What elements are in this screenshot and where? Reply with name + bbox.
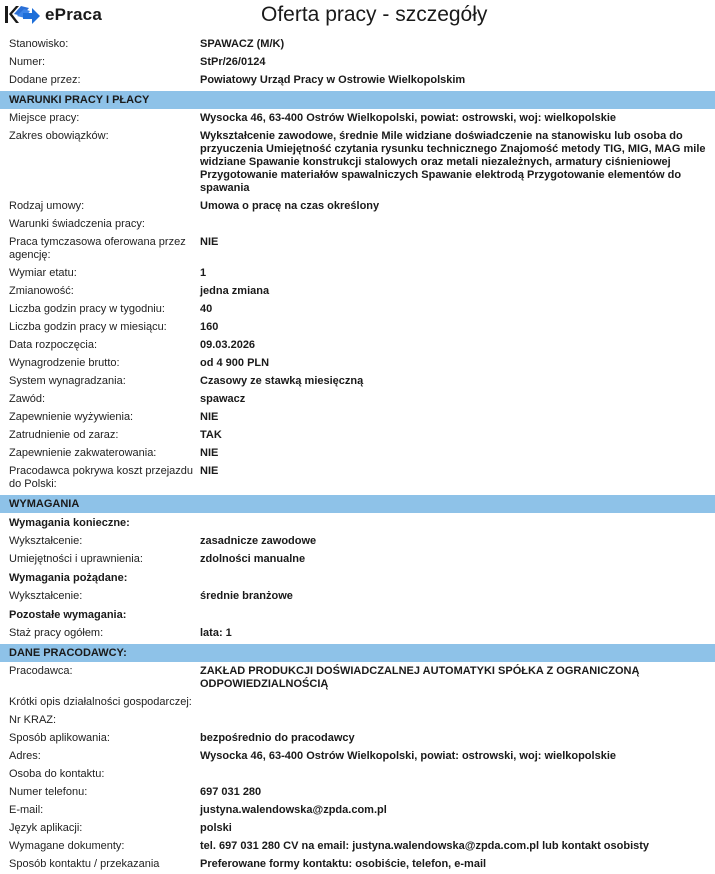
label: Warunki świadczenia pracy:: [9, 218, 145, 230]
value: tel. 697 031 280 CV na email: justyna.walendowska@zpda.com.pl lub kontakt osobisty: [200, 840, 650, 852]
value: 160: [200, 321, 219, 333]
label: Zakres obowiązków:: [9, 130, 109, 142]
label: Zawód:: [9, 393, 46, 405]
detail-row: [0, 198, 715, 216]
value: Umowa o pracę na czas określony: [200, 200, 380, 212]
label: Wymiar etatu:: [9, 267, 77, 279]
value: [200, 218, 715, 231]
value: NIE: [200, 465, 219, 477]
detail-row: [0, 820, 715, 838]
label: Stanowisko:: [9, 38, 69, 50]
label: Wykształcenie:: [9, 590, 83, 602]
page-header: [0, 0, 715, 34]
warunki-list: [0, 110, 715, 494]
value: polski: [200, 822, 232, 834]
value: NIE: [200, 236, 219, 248]
row-numer: [0, 54, 715, 72]
label: Wykształcenie:: [9, 535, 83, 547]
value: 09.03.2026: [200, 339, 256, 351]
value: Wysocka 46, 63-400 Ostrów Wielkopolski, powiat: ostrowski, woj: wielkopolskie: [200, 750, 616, 762]
detail-row: [0, 216, 715, 234]
detail-row: [0, 712, 715, 730]
label: Zapewnienie wyżywienia:: [9, 411, 134, 423]
section-header-warunki: WARUNKI PRACY I PŁACY: [0, 91, 715, 109]
label: Numer telefonu:: [9, 786, 88, 798]
value: StPr/26/0124: [200, 56, 266, 68]
label: Język aplikacji:: [9, 822, 83, 834]
detail-row: [0, 265, 715, 283]
detail-row: [0, 663, 715, 694]
detail-row: [0, 427, 715, 445]
detail-row: [0, 409, 715, 427]
label: Pracodawca pokrywa koszt przejazdu do Polski:: [9, 465, 194, 490]
konieczne-list: [0, 533, 715, 569]
detail-row: [0, 110, 715, 128]
subheading-pozadane: Wymagania pożądane:: [9, 572, 128, 584]
detail-row: [0, 533, 715, 551]
value: justyna.walendowska@zpda.com.pl: [200, 804, 387, 816]
value: [200, 768, 715, 781]
value: bezpośrednio do pracodawcy: [200, 732, 355, 744]
label: Umiejętności i uprawnienia:: [9, 553, 143, 565]
label: E-mail:: [9, 804, 44, 816]
value: zasadnicze zawodowe: [200, 535, 317, 547]
value: lata: 1: [200, 627, 232, 639]
value: NIE: [200, 447, 219, 459]
detail-row: [0, 766, 715, 784]
value: SPAWACZ (M/K): [200, 38, 285, 50]
label: Miejsce pracy:: [9, 112, 80, 124]
label: Pracodawca:: [9, 665, 73, 677]
detail-row: [0, 551, 715, 569]
epraca-logo[interactable]: [3, 4, 102, 26]
label: Dodane przez:: [9, 74, 81, 86]
detail-row: [0, 283, 715, 301]
value: Preferowane formy kontaktu: osobiście, telefon, e-mail: [200, 858, 487, 870]
detail-row: [0, 373, 715, 391]
subheading-konieczne: Wymagania konieczne:: [9, 517, 130, 529]
label: Adres:: [9, 750, 41, 762]
label: Liczba godzin pracy w tygodniu:: [9, 303, 165, 315]
detail-row: [0, 301, 715, 319]
value: od 4 900 PLN: [200, 357, 270, 369]
value: [200, 696, 715, 709]
detail-row: [0, 337, 715, 355]
section-header-pracodawca: DANE PRACODAWCY:: [0, 644, 715, 662]
value: [200, 714, 715, 727]
label: Nr KRAZ:: [9, 714, 57, 726]
label: Zatrudnienie od zaraz:: [9, 429, 119, 441]
row-dodane-przez: [0, 72, 715, 90]
detail-row: [0, 784, 715, 802]
subheading-pozostale: Pozostałe wymagania:: [9, 609, 127, 621]
label: Sposób kontaktu / przekazania: [9, 858, 160, 870]
value: Wysocka 46, 63-400 Ostrów Wielkopolski, powiat: ostrowski, woj: wielkopolskie: [200, 112, 616, 124]
label: System wynagradzania:: [9, 375, 126, 387]
value: Wykształcenie zawodowe, średnie Mile widziane doświadczenie na stanowisku lub osoba do przyuczenia Umiejętność czytania rysunku technicznego Znajomość metody TIG, MIG, MAG mile widziane Spawanie konstrukcji stalowych oraz metali niezależnych, armatury ciśnieniowej Przygotowanie materiałów spawalniczych Spawanie elektrodą Przygotowanie elementów do spawania: [200, 130, 706, 194]
page-title: Oferta pracy - szczegóły: [261, 3, 488, 26]
label: Data rozpoczęcia:: [9, 339, 98, 351]
detail-row: [0, 856, 715, 874]
value: jedna zmiana: [200, 285, 270, 297]
value: Czasowy ze stawką miesięczną: [200, 375, 364, 387]
detail-row: [0, 355, 715, 373]
value: średnie branżowe: [200, 590, 293, 602]
detail-row: [0, 445, 715, 463]
detail-row: [0, 319, 715, 337]
label: Rodzaj umowy:: [9, 200, 85, 212]
epraca-logo-icon: [3, 4, 41, 26]
detail-row: [0, 391, 715, 409]
value: Powiatowy Urząd Pracy w Ostrowie Wielkopolskim: [200, 74, 466, 86]
detail-row: [0, 838, 715, 856]
label: Sposób aplikowania:: [9, 732, 110, 744]
label: Krótki opis działalności gospodarczej:: [9, 696, 192, 708]
value: 40: [200, 303, 213, 315]
section-header-wymagania: WYMAGANIA: [0, 495, 715, 513]
label: Zapewnienie zakwaterowania:: [9, 447, 157, 459]
detail-row: [0, 234, 715, 265]
detail-row: [0, 625, 715, 643]
value: 1: [200, 267, 207, 279]
pracodawca-list: [0, 663, 715, 874]
label: Liczba godzin pracy w miesiącu:: [9, 321, 167, 333]
label: Praca tymczasowa oferowana przez agencję:: [9, 236, 186, 261]
detail-row: [0, 802, 715, 820]
pozadane-list: [0, 588, 715, 606]
label: Zmianowość:: [9, 285, 74, 297]
label: Osoba do kontaktu:: [9, 768, 105, 780]
label: Wynagrodzenie brutto:: [9, 357, 120, 369]
value: zdolności manualne: [200, 553, 306, 565]
detail-row: [0, 694, 715, 712]
value: 697 031 280: [200, 786, 262, 798]
detail-row: [0, 748, 715, 766]
value: spawacz: [200, 393, 246, 405]
detail-row: [0, 730, 715, 748]
detail-row: [0, 128, 715, 198]
label: Numer:: [9, 56, 46, 68]
value: NIE: [200, 411, 219, 423]
label: Staż pracy ogółem:: [9, 627, 104, 639]
pozostale-list: [0, 625, 715, 643]
logo-text: ePraca: [45, 5, 102, 24]
detail-row: [0, 463, 715, 494]
value: TAK: [200, 429, 222, 441]
detail-row: [0, 588, 715, 606]
label: Wymagane dokumenty:: [9, 840, 125, 852]
row-stanowisko: [0, 36, 715, 54]
offer-details: [0, 36, 715, 874]
value: ZAKŁAD PRODUKCJI DOŚWIADCZALNEJ AUTOMATYKI SPÓŁKA Z OGRANICZONĄ ODPOWIEDZIALNOŚCIĄ: [200, 665, 640, 690]
